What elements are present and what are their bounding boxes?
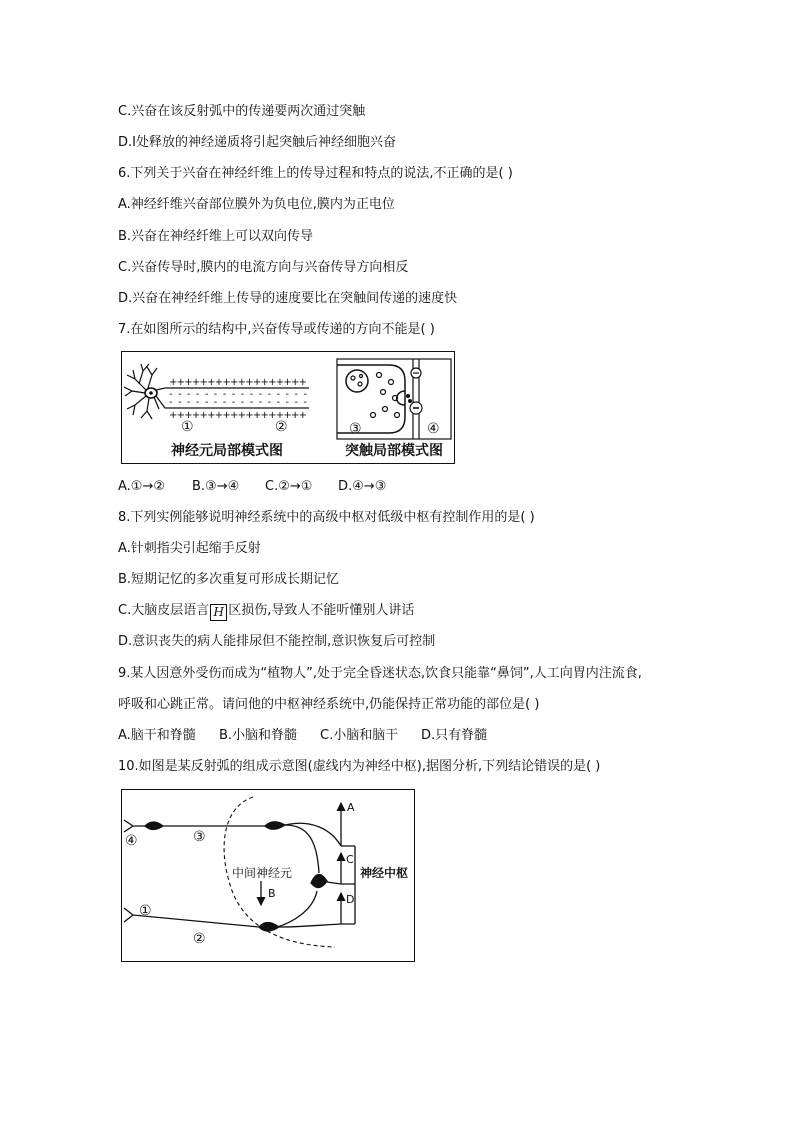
vesicle <box>381 390 386 395</box>
q5-option-c: C.兴奋在该反射弧中的传递要两次通过突触 <box>118 104 366 119</box>
q8-stem: 8.下列实例能够说明神经系统中的高级中枢对低级中枢有控制作用的是( ) <box>118 510 535 525</box>
interneuron-label: 中间神经元 <box>232 866 293 880</box>
q8-boxed-letter: H <box>210 604 227 621</box>
mito-dot <box>358 382 362 386</box>
q8-option-b: B.短期记忆的多次重复可形成长期记忆 <box>118 572 340 587</box>
fig2-label-b: B <box>268 887 276 900</box>
q7-option-a: A.①→② <box>118 479 165 494</box>
transmitter-dot <box>407 395 410 398</box>
fig2-label-1: ① <box>139 903 152 919</box>
q6-stem: 6.下列关于兴奋在神经纤维上的传导过程和特点的说法,不正确的是( ) <box>118 166 513 181</box>
q9-option-a: A.脑干和脊髓 <box>118 728 196 743</box>
fig2-label-c: C <box>346 853 354 866</box>
q7-option-b: B.③→④ <box>192 479 240 494</box>
lower-to-center-d <box>279 924 341 927</box>
q10-figure <box>121 789 415 962</box>
q9-option-b: B.小脑和脊髓 <box>219 728 298 743</box>
q8-option-d: D.意识丧失的病人能排尿但不能控制,意识恢复后可控制 <box>118 634 436 649</box>
interneuron-cell-body <box>311 874 327 887</box>
label-1: ① <box>181 419 194 435</box>
q6-option-d: D.兴奋在神经纤维上传导的速度要比在突触间传递的速度快 <box>118 291 458 306</box>
interneuron-to-center-c <box>327 882 341 884</box>
q7-figure <box>121 351 455 464</box>
q5-option-d: D.I处释放的神经递质将引起突触后神经细胞兴奋 <box>118 135 396 150</box>
q7-option-c: C.②→① <box>265 479 313 494</box>
fig2-label-2: ② <box>193 931 206 947</box>
charge-row-outer-top: ++++++++++++++++++ <box>169 377 307 388</box>
fig2-label-a: A <box>347 801 355 814</box>
fig2-label-d: D <box>346 893 355 906</box>
mito-dot <box>351 376 355 380</box>
q7-option-d: D.④→③ <box>338 479 387 494</box>
charge-row-outer-bottom: ++++++++++++++++++ <box>169 410 307 421</box>
vesicle <box>389 380 394 385</box>
transmitter-dot <box>409 400 412 403</box>
vesicle <box>377 373 382 378</box>
q10-stem: 10.如图是某反射弧的组成示意图(虚线内为神经中枢),据图分析,下列结论错误的是( ) <box>118 759 601 774</box>
q7-stem: 7.在如图所示的结构中,兴奋传导或传递的方向不能是( ) <box>118 322 435 337</box>
q8-option-a: A.针刺指尖引起缩手反射 <box>118 541 261 556</box>
label-4: ④ <box>427 421 440 437</box>
q10-figure-svg <box>121 789 415 962</box>
vesicle <box>395 413 400 418</box>
q8-option-c-prefix: C.大脑皮层语言 <box>118 603 210 618</box>
fig2-label-4: ④ <box>125 833 138 849</box>
q7-figure-svg <box>121 351 455 464</box>
lower-cell-body <box>259 923 279 932</box>
neural-center-label: 神经中枢 <box>360 866 409 880</box>
q6-option-a: A.神经纤维兴奋部位膜外为负电位,膜内为正电位 <box>118 197 395 212</box>
fig2-label-3: ③ <box>193 829 206 845</box>
interneuron-to-lower <box>277 891 317 927</box>
neuron-caption: 神经元局部模式图 <box>171 443 283 459</box>
neuron-nucleus <box>149 391 153 395</box>
upper-cell-body <box>265 822 285 830</box>
mitochondrion <box>346 370 368 392</box>
q8-option-c <box>118 602 414 620</box>
mito-dot <box>360 375 363 378</box>
q9-option-c: C.小脑和脑干 <box>320 728 399 743</box>
label-2: ② <box>275 419 288 435</box>
label-3: ③ <box>349 421 362 437</box>
q9-stem-line2: 呼吸和心跳正常。请问他的中枢神经系统中,仍能保持正常功能的部位是( ) <box>118 697 540 712</box>
q9-option-d: D.只有脊髓 <box>421 728 488 743</box>
sensory-cell-body <box>145 822 163 830</box>
q8-option-c-suffix: 区损伤,导致人不能听懂别人讲话 <box>228 603 415 618</box>
synapse-caption: 突触局部模式图 <box>345 443 443 459</box>
q6-option-c: C.兴奋传导时,膜内的电流方向与兴奋传导方向相反 <box>118 260 409 275</box>
vesicle <box>383 407 388 412</box>
vesicle <box>371 413 376 418</box>
charge-row-inner-bottom: - - - - - - - - - - - - - - - - <box>169 397 307 408</box>
q6-option-b: B.兴奋在神经纤维上可以双向传导 <box>118 229 314 244</box>
charge-row-inner-top: - - - - - - - - - - - - - - - - <box>169 389 307 400</box>
q9-stem-line1: 9.某人因意外受伤而成为“植物人”,处于完全昏迷状态,饮食只能靠“鼻饲”,人工向胃内注流食, <box>118 666 642 681</box>
